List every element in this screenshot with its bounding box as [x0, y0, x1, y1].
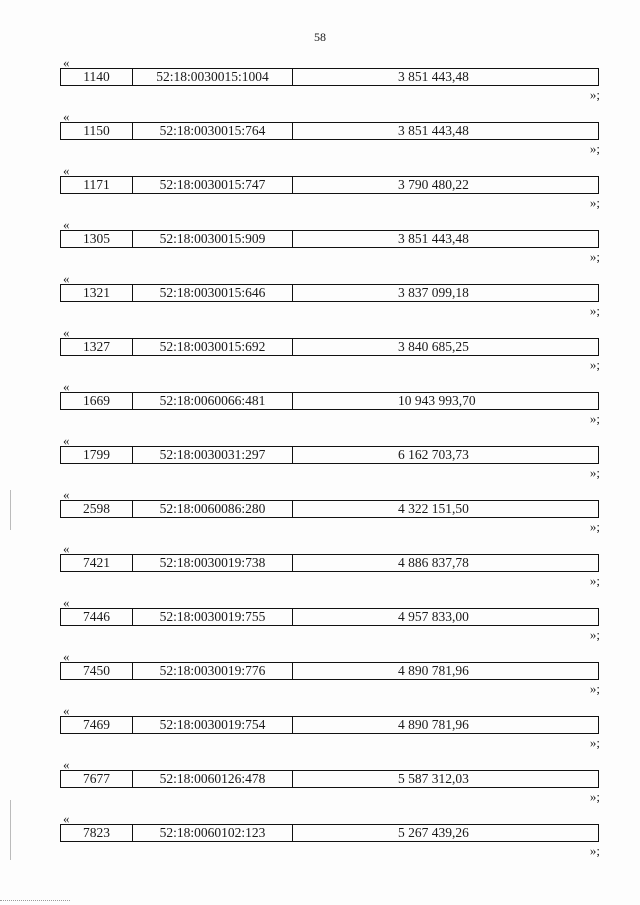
cadastral-number: 52:18:0030019:755 — [133, 609, 293, 625]
cadastral-value: 3 851 443,48 — [398, 69, 469, 84]
opening-quote: « — [63, 433, 70, 448]
cadastral-number: 52:18:0030019:754 — [133, 717, 293, 733]
list-item — [60, 326, 600, 379]
entry-number: 1171 — [61, 177, 133, 193]
entry-number: 7823 — [61, 825, 133, 841]
cadastral-number: 52:18:0030019:738 — [133, 555, 293, 571]
table-row — [60, 446, 599, 464]
table-row — [60, 824, 599, 842]
closing-quote: »; — [589, 141, 600, 156]
cadastral-number: 52:18:0060086:280 — [133, 501, 293, 517]
opening-quote: « — [63, 325, 70, 340]
table-row — [60, 230, 599, 248]
opening-quote: « — [63, 595, 70, 610]
list-item — [60, 758, 600, 811]
cadastral-number: 52:18:0030015:1004 — [133, 69, 293, 85]
list-item — [60, 110, 600, 163]
cadastral-number: 52:18:0060126:478 — [133, 771, 293, 787]
list-item — [60, 488, 600, 541]
table-row — [60, 500, 599, 518]
cadastral-number: 52:18:0030031:297 — [133, 447, 293, 463]
cadastral-number: 52:18:0030015:764 — [133, 123, 293, 139]
cadastral-value: 4 886 837,78 — [398, 555, 469, 570]
list-item — [60, 812, 600, 865]
list-item — [60, 272, 600, 325]
cadastral-value: 3 840 685,25 — [398, 339, 469, 354]
list-item — [60, 596, 600, 649]
closing-quote: »; — [589, 627, 600, 642]
cadastral-value: 4 890 781,96 — [398, 663, 469, 678]
closing-quote: »; — [589, 87, 600, 102]
cadastral-number: 52:18:0060066:481 — [133, 393, 293, 409]
table-row — [60, 392, 599, 410]
closing-quote: »; — [589, 195, 600, 210]
list-item — [60, 380, 600, 433]
closing-quote: »; — [589, 519, 600, 534]
opening-quote: « — [63, 379, 70, 394]
entry-number: 7421 — [61, 555, 133, 571]
cadastral-value: 4 322 151,50 — [398, 501, 469, 516]
opening-quote: « — [63, 163, 70, 178]
opening-quote: « — [63, 487, 70, 502]
scan-footer-mark — [0, 900, 70, 905]
opening-quote: « — [63, 55, 70, 70]
list-item — [60, 704, 600, 757]
scan-margin-mark — [10, 490, 11, 530]
list-item — [60, 164, 600, 217]
closing-quote: »; — [589, 681, 600, 696]
list-item — [60, 56, 600, 109]
cadastral-number: 52:18:0030015:692 — [133, 339, 293, 355]
entry-number: 7677 — [61, 771, 133, 787]
cadastral-value: 3 851 443,48 — [398, 231, 469, 246]
list-item — [60, 218, 600, 271]
list-item — [60, 650, 600, 703]
cadastral-value: 6 162 703,73 — [398, 447, 469, 462]
cadastral-value: 5 587 312,03 — [398, 771, 469, 786]
table-row — [60, 284, 599, 302]
cadastral-value: 4 890 781,96 — [398, 717, 469, 732]
entry-number: 1669 — [61, 393, 133, 409]
cadastral-value: 3 851 443,48 — [398, 123, 469, 138]
closing-quote: »; — [589, 249, 600, 264]
cadastral-number: 52:18:0030015:646 — [133, 285, 293, 301]
closing-quote: »; — [589, 789, 600, 804]
opening-quote: « — [63, 217, 70, 232]
closing-quote: »; — [589, 465, 600, 480]
table-row — [60, 770, 599, 788]
entry-number: 1305 — [61, 231, 133, 247]
opening-quote: « — [63, 811, 70, 826]
cadastral-number: 52:18:0030015:909 — [133, 231, 293, 247]
table-row — [60, 176, 599, 194]
list-item — [60, 434, 600, 487]
opening-quote: « — [63, 109, 70, 124]
opening-quote: « — [63, 703, 70, 718]
closing-quote: »; — [589, 357, 600, 372]
entry-number: 1799 — [61, 447, 133, 463]
page-number: 58 — [314, 30, 326, 44]
scan-margin-mark — [10, 800, 11, 860]
cadastral-value: 10 943 993,70 — [398, 393, 476, 408]
table-row — [60, 68, 599, 86]
closing-quote: »; — [589, 735, 600, 750]
closing-quote: »; — [589, 843, 600, 858]
closing-quote: »; — [589, 573, 600, 588]
table-row — [60, 608, 599, 626]
opening-quote: « — [63, 271, 70, 286]
opening-quote: « — [63, 541, 70, 556]
opening-quote: « — [63, 757, 70, 772]
table-row — [60, 554, 599, 572]
entry-number: 1327 — [61, 339, 133, 355]
list-item — [60, 542, 600, 595]
entry-number: 7469 — [61, 717, 133, 733]
opening-quote: « — [63, 649, 70, 664]
closing-quote: »; — [589, 303, 600, 318]
cadastral-value: 5 267 439,26 — [398, 825, 469, 840]
cadastral-number: 52:18:0030015:747 — [133, 177, 293, 193]
entry-number: 1321 — [61, 285, 133, 301]
entry-number: 7450 — [61, 663, 133, 679]
cadastral-value: 3 837 099,18 — [398, 285, 469, 300]
table-row — [60, 338, 599, 356]
entry-number: 1150 — [61, 123, 133, 139]
table-row — [60, 662, 599, 680]
cadastral-value: 3 790 480,22 — [398, 177, 469, 192]
cadastral-number: 52:18:0030019:776 — [133, 663, 293, 679]
table-row — [60, 122, 599, 140]
entry-number: 2598 — [61, 501, 133, 517]
cadastral-value: 4 957 833,00 — [398, 609, 469, 624]
closing-quote: »; — [589, 411, 600, 426]
entry-number: 1140 — [61, 69, 133, 85]
table-row — [60, 716, 599, 734]
cadastral-number: 52:18:0060102:123 — [133, 825, 293, 841]
entry-number: 7446 — [61, 609, 133, 625]
